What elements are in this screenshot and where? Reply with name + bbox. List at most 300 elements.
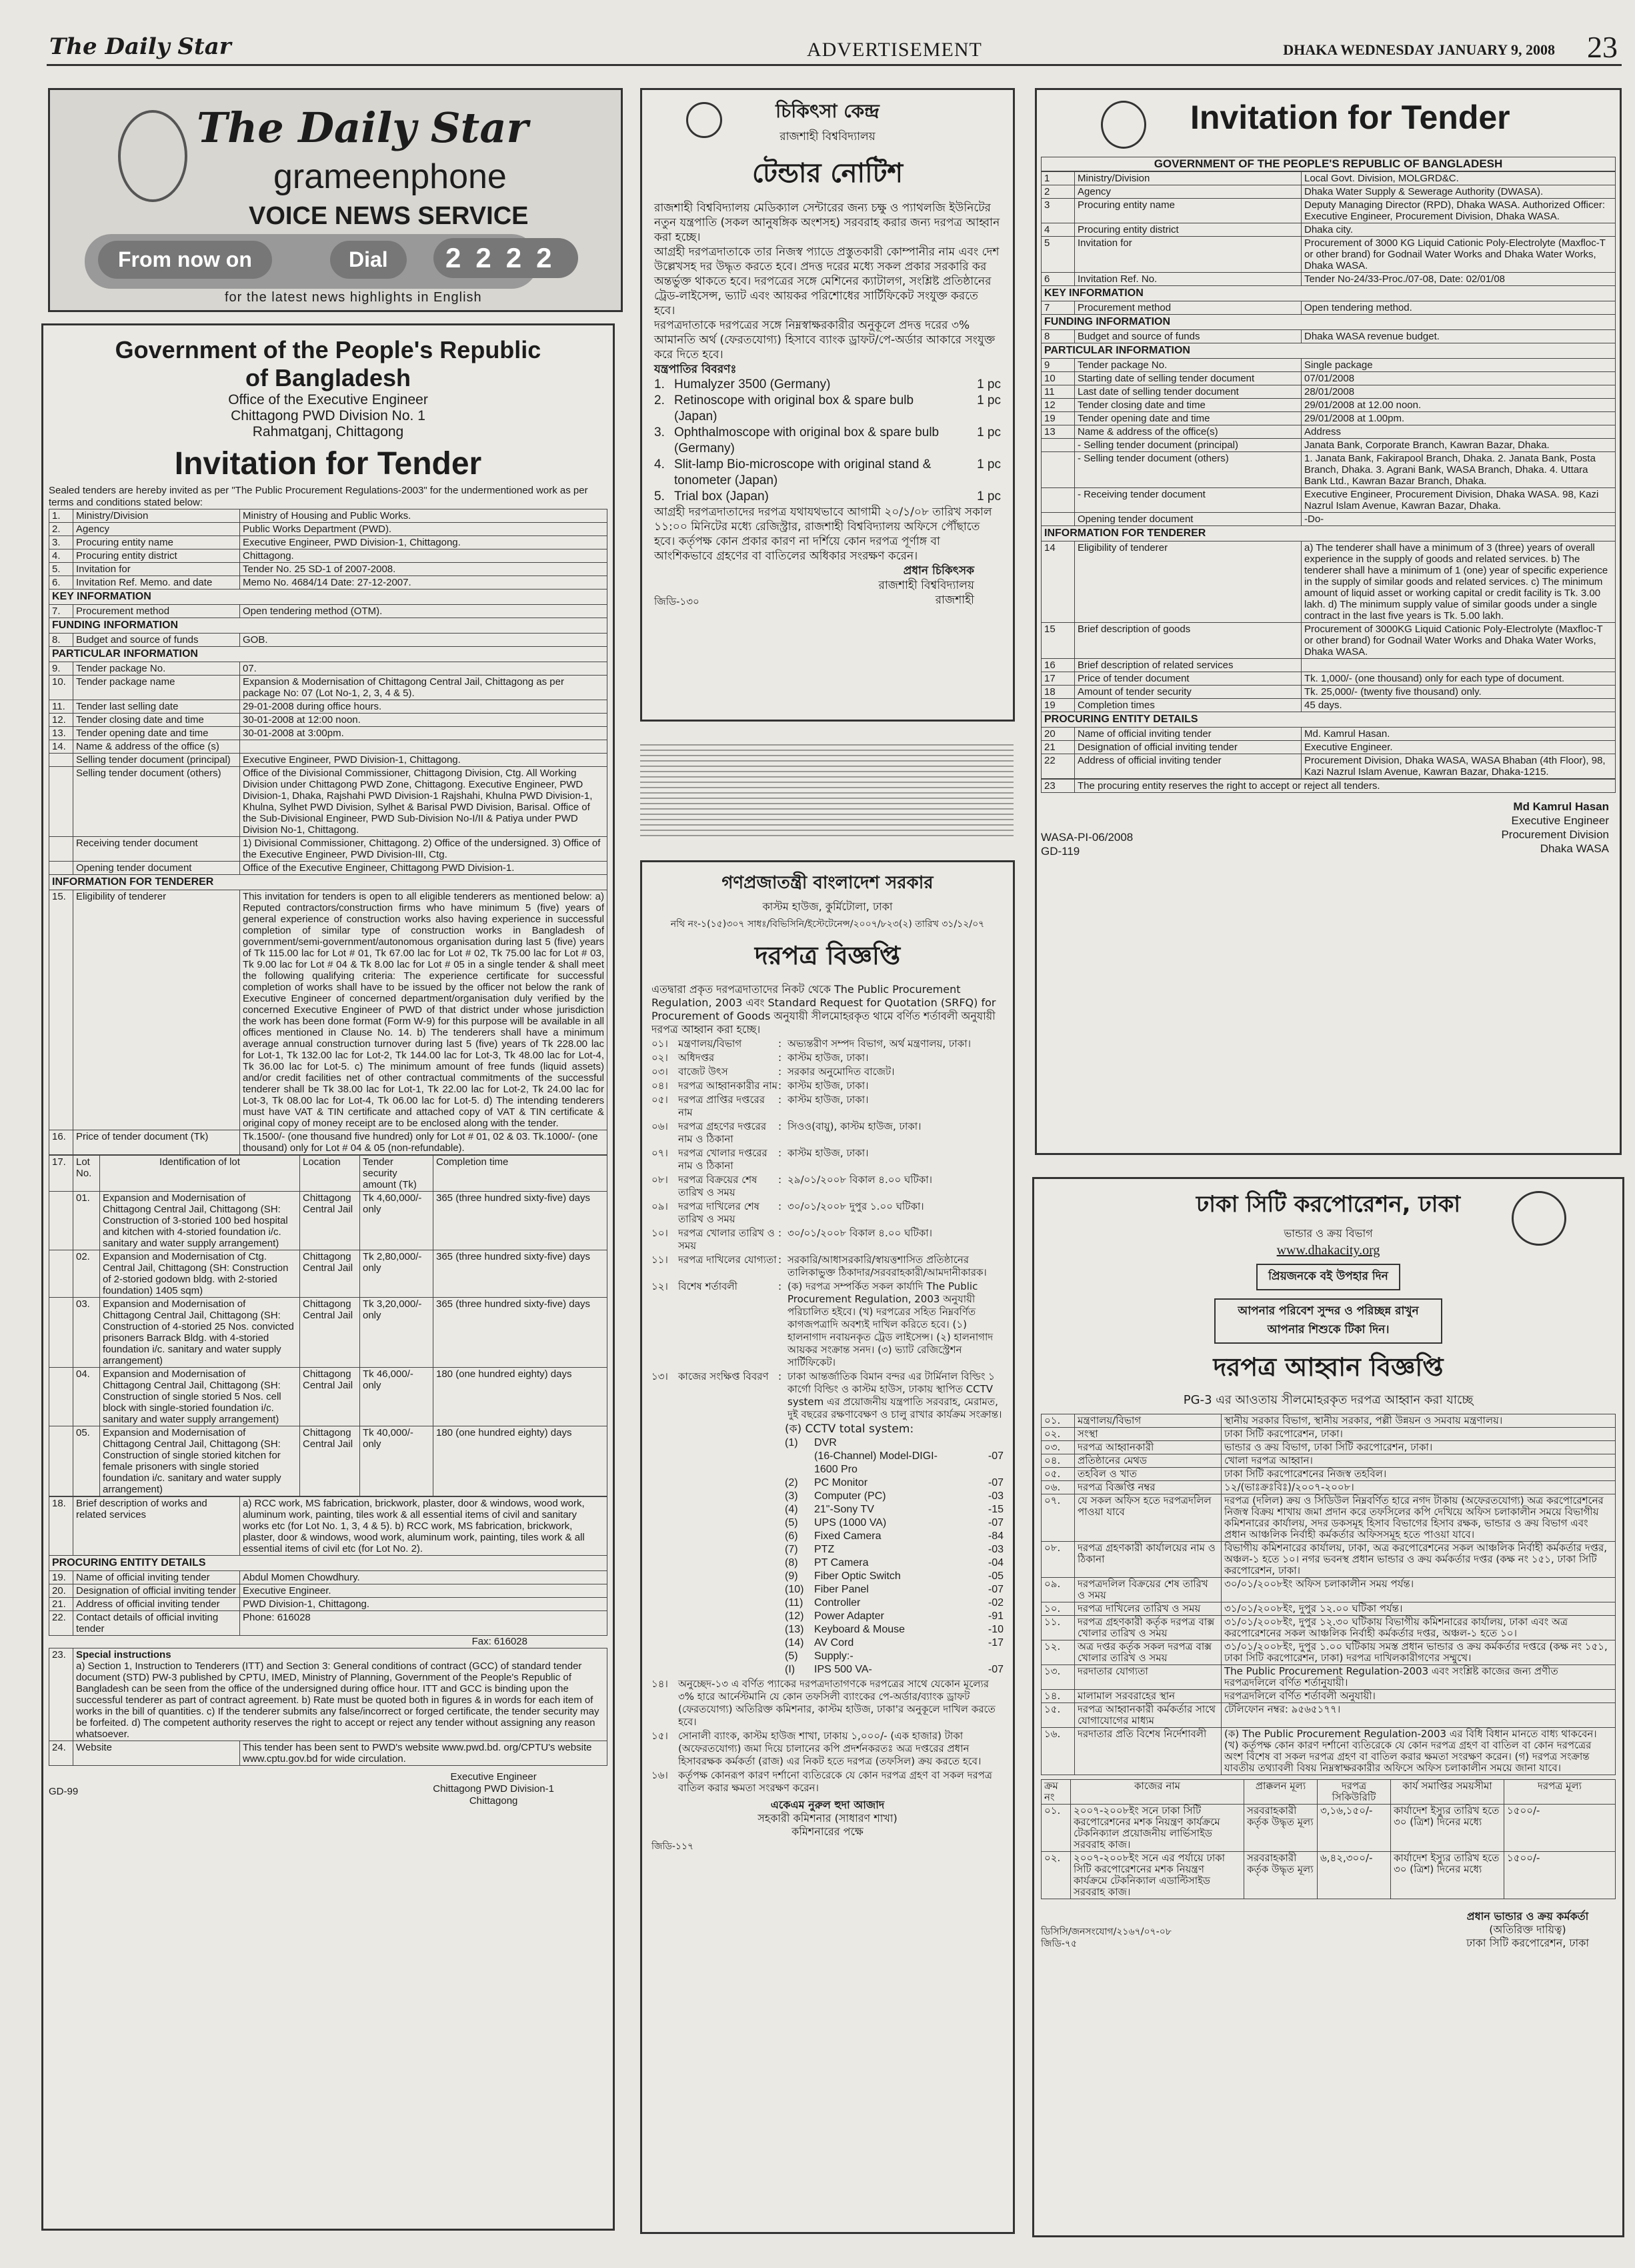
- item-number: ০৪।: [651, 1080, 668, 1092]
- row-number: 2.: [49, 523, 73, 536]
- row-value: 45 days.: [1302, 699, 1616, 712]
- pwd-office: Office of the Executive Engineer: [228, 392, 428, 407]
- row-number: 16: [1042, 659, 1075, 672]
- row-label: দরপত্র গ্রহণকারী কর্তৃক দরপত্র বাক্স খোলার তারিখ ও সময়: [1075, 1616, 1222, 1640]
- item-quantity: -04: [988, 1557, 1004, 1568]
- row-label: Tender package No.: [73, 662, 240, 676]
- pwd-sign-city: Chittagong: [469, 1795, 518, 1807]
- lot-security: Tk 2,80,000/- only: [360, 1250, 433, 1298]
- list-item: [785, 1530, 1004, 1543]
- lot-row: [49, 1250, 607, 1298]
- item-number: 5.: [654, 489, 665, 503]
- row-number: ০৬.: [1042, 1481, 1075, 1494]
- row-label: Tender opening date and time: [73, 727, 240, 740]
- list-item: [785, 1476, 1004, 1490]
- row-number: 10.: [49, 676, 73, 700]
- dcc-slogan1: প্রিয়জনকে বই উপহার দিন: [1256, 1264, 1400, 1290]
- table-row: [49, 536, 607, 549]
- table-row: [1042, 1468, 1616, 1481]
- lot-security: Tk 46,000/- only: [360, 1368, 433, 1426]
- medical-centre-tender: [640, 88, 1015, 722]
- row-number: 12.: [49, 714, 73, 727]
- item-name: Ophthalmoscope with original box & spare bulb (Germany): [674, 425, 940, 455]
- hosp-items-title: যন্ত্রপাতির বিবরণঃ: [654, 363, 737, 376]
- item-number: ১০।: [651, 1227, 668, 1239]
- row-label: দরপত্র আহ্বানকারী কর্মকর্তার সাথে যোগাযোগের মাধ্যম: [1075, 1703, 1222, 1728]
- row-label: Procuring entity district: [73, 549, 240, 563]
- page-header: [47, 32, 1622, 66]
- row-number: 9.: [49, 662, 73, 676]
- row-number: [1042, 513, 1075, 526]
- table-row: [49, 754, 607, 767]
- table-row: [49, 662, 607, 676]
- row-value: Tender No. 25 SD-1 of 2007-2008.: [240, 563, 607, 576]
- row-label: Invitation for: [73, 563, 240, 576]
- table-row: [49, 862, 607, 875]
- row-label: Contact details of official inviting tender: [73, 1611, 240, 1636]
- table-row: [1042, 1414, 1616, 1428]
- table-row: [1042, 1602, 1616, 1616]
- lot-number: 01.: [73, 1192, 100, 1250]
- table-row: [49, 676, 607, 700]
- item-name: Controller: [814, 1597, 861, 1608]
- list-item: [651, 1370, 1004, 1421]
- table-row: [1042, 1441, 1616, 1454]
- cus-office: কাস্টম হাউজ, কুর্মিটোলা, ঢাকা: [762, 900, 893, 913]
- table-row: [1042, 185, 1616, 199]
- item-number: ০৩।: [651, 1066, 668, 1078]
- row-label: দরদাতার প্রতি বিশেষ নির্দেশাবলী: [1075, 1728, 1222, 1775]
- cus-gov: গণপ্রজাতন্ত্রী বাংলাদেশ সরকার: [721, 873, 934, 893]
- row-number: 9: [1042, 359, 1075, 372]
- table-row: [1042, 1428, 1616, 1441]
- hosp-ref: জিডি-১৩০: [654, 596, 699, 608]
- work-price: ১৫০০/-: [1504, 1805, 1616, 1852]
- row-number: [49, 862, 73, 875]
- lot-security: Tk 3,20,000/- only: [360, 1298, 433, 1368]
- university-seal-icon: [686, 102, 722, 138]
- work-no: ০১.: [1042, 1805, 1071, 1852]
- item-name: Trial box (Japan): [674, 489, 769, 503]
- item-number: ০২।: [651, 1052, 668, 1064]
- item-name: PT Camera: [814, 1557, 869, 1568]
- lot-row: [49, 1298, 607, 1368]
- pwd-key-info: KEY INFORMATION: [49, 590, 607, 604]
- dcc-subheading: PG-3 এর আওতায় সীলমোহরকৃত দরপত্র আহ্বান করা যাচ্ছে: [1183, 1393, 1474, 1407]
- list-item: [785, 1516, 1004, 1530]
- row-number: 4.: [49, 549, 73, 563]
- wasa-heading: Invitation for Tender: [1190, 99, 1510, 136]
- wasa-table-5: [1041, 541, 1616, 712]
- row-number: 21.: [49, 1598, 73, 1611]
- item-quantity: -91: [988, 1610, 1004, 1622]
- row-number: 10: [1042, 372, 1075, 385]
- lot-description: Expansion and Modernisation of Chittagong Central Jail, Chittagong (SH: Construction of 4-storied 25 Nos. convicted prisoners Barrack Bldg. with 4-storied foundation i/c. sanitary and water supply arrangement): [100, 1298, 300, 1368]
- table-row: [1042, 385, 1616, 399]
- item-value: অভ্যন্তরীণ সম্পদ বিভাগ, অর্থ মন্ত্রণালয়, ঢাকা।: [787, 1038, 971, 1050]
- hosp-p1: রাজশাহী বিশ্ববিদ্যালয় মেডিক্যাল সেন্টারের জন্য চক্ষু ও প্যাথলজি ইউনিটের নতুন যন্ত্রপাতি (সকল আনুষঙ্গিক অংশসহ) সরবরাহ করার জন্য দরপত্র আহ্বান করা হচ্ছে।: [654, 201, 1000, 244]
- dcc-sub: ভান্ডার ও ক্রয় বিভাগ: [1284, 1227, 1373, 1240]
- lot-number: 04.: [73, 1368, 100, 1426]
- row-value: দরপত্রদলিলে বর্ণিত শর্তাবলী অনুযায়ী।: [1222, 1690, 1616, 1703]
- pwd-price-label: Price of tender document (Tk): [73, 1130, 240, 1155]
- row-label: Invitation Ref. Memo. and date: [73, 576, 240, 590]
- table-row: [1042, 1578, 1616, 1602]
- pwd-intro: Sealed tenders are hereby invited as per "The Public Procurement Regulations-2003" for the undermentioned work as per terms and conditions stated below:: [49, 485, 588, 508]
- item-label: কাজের সংক্ষিপ্ত বিবরণ: [678, 1370, 769, 1382]
- item-number: (13): [785, 1624, 804, 1635]
- wasa-procuring-details: PROCURING ENTITY DETAILS: [1041, 712, 1616, 727]
- list-item: [651, 1254, 1004, 1279]
- lot-location: Chittagong Central Jail: [300, 1368, 360, 1426]
- work-est: সরবরাহকারী কর্তৃক উদ্ধৃত মূল্য: [1244, 1852, 1318, 1899]
- row-label: Agency: [73, 523, 240, 536]
- pwd-title: Government of the People's Republic of Bangladesh: [115, 336, 541, 391]
- row-number: 6.: [49, 576, 73, 590]
- dcc-memo: ডিসিসি/জনসংযোগ/২১৬৭/০৭-০৮: [1041, 1927, 1172, 1937]
- item-number: (8): [785, 1557, 798, 1568]
- wasa-tender-notice: [1035, 88, 1622, 1155]
- row-value: Tk. 1,000/- (one thousand) only for each type of document.: [1302, 672, 1616, 686]
- row-number: ০৪.: [1042, 1454, 1075, 1468]
- table-row: [1042, 488, 1616, 513]
- list-item: [651, 1769, 1004, 1795]
- dcc-title: ঢাকা সিটি করপোরেশন, ঢাকা: [1196, 1191, 1461, 1218]
- dcc-ref: জিডি-৭৫: [1041, 1939, 1078, 1949]
- table-row: [1042, 301, 1616, 315]
- separator: :: [778, 1200, 782, 1212]
- table-row: [1042, 1481, 1616, 1494]
- table-row: [1042, 199, 1616, 223]
- item-number: ০১।: [651, 1038, 668, 1050]
- row-number: [49, 837, 73, 862]
- pwd-lots-no: 17.: [49, 1156, 73, 1192]
- item-number: (11): [785, 1597, 803, 1608]
- row-value: বিভাগীয় কমিশনারের কার্যালয়, ঢাকা, অত্র করপোরেশনের সকল আঞ্চলিক নির্বাহী কর্মকর্তার দপ্তর, অঞ্চল-১ হতে ১০। নগর ভবনস্থ প্রধান ভান্ডার ও ক্রয় কর্মকর্তার দপ্তর (কক্ষ নং ১৫১, ঢাকা সিটি করপোরেশন, ঢাকা।: [1222, 1542, 1616, 1578]
- row-label: Eligibility of tenderer: [1075, 541, 1302, 623]
- work-name: ২০০৭-২০০৮ইং সনে এর পর্যায়ে ঢাকা সিটি করপোরেশনের মশক নিয়ন্ত্রণ কার্যক্রমে টেকনিক্যাল এডাল্টিসাইড সরবরাহ কাজ।: [1071, 1852, 1244, 1899]
- list-item: [651, 1227, 1004, 1252]
- row-number: 3.: [49, 536, 73, 549]
- item-quantity: -17: [988, 1637, 1004, 1648]
- pwd-brief-label: Brief description of works and related services: [73, 1497, 240, 1556]
- lots-header-lot: Lot No.: [73, 1156, 100, 1192]
- item-quantity: -07: [988, 1584, 1004, 1595]
- table-row: [49, 1584, 607, 1598]
- dcc-th-sec: দরপত্র সিকিউরিটি: [1318, 1780, 1391, 1805]
- row-value: (ক) The Public Procurement Regulation-2003 এর বিধি বিধান মানতে বাধ্য থাকবেন। (খ) কর্তৃপক্ষ কোন কারণ দর্শানো ব্যতিরেকে যে কোন দরপত্র গ্রহণ বা বাতিল বা কোন দরপত্রের অংশ বিশেষ বা সকল দরপত্র গ্রহণ বা বাতিল করার ক্ষমতা সংরক্ষণ করেন। (গ) দরপত্র সংক্রান্ত যাবতীয় তথ্যাবলী বিষয় নিম্নস্বাক্ষরকারীর অফিসে অফিস চলাকালীন সময়ে জানা যাবে।: [1222, 1728, 1616, 1775]
- lot-location: Chittagong Central Jail: [300, 1250, 360, 1298]
- row-number: 18: [1042, 686, 1075, 699]
- item-value: সিওও(বায়ু), কাস্টম হাউজ, ঢাকা।: [787, 1120, 922, 1132]
- cus-cctv-title: (ক) CCTV total system:: [785, 1422, 914, 1436]
- row-label: Starting date of selling tender document: [1075, 372, 1302, 385]
- row-number: ০৩.: [1042, 1441, 1075, 1454]
- row-number: 21: [1042, 741, 1075, 754]
- item-value: কর্তৃপক্ষ কোনরূপ কারণ দর্শানো ব্যতিরেকে যে কোন দরপত্র গ্রহণ বা সকল দরপত্র বাতিল করার ক্ষমতা সংরক্ষণ করেন।: [678, 1769, 992, 1794]
- row-value: Procurement of 3000 KG Liquid Cationic Poly-Electrolyte (Maxfloc-T or other brand) for Godnail Water Works and Dhaka Water Works, Dhaka WASA.: [1302, 237, 1616, 273]
- lot-number: 03.: [73, 1298, 100, 1368]
- table-row: [49, 605, 607, 618]
- separator: :: [778, 1370, 782, 1382]
- pwd-eligibility-label: Eligibility of tenderer: [73, 890, 240, 1130]
- item-number: ০৮।: [651, 1174, 668, 1186]
- work-sec: ৬,৪২,৩০০/-: [1318, 1852, 1391, 1899]
- pwd-special-text: a) Section 1, Instruction to Tenderers (ITT) and Section 3: General conditions of contract (GCC) of standard tender document (STD) PW-3 published by CPTU, IMED, Ministry of Planning, Government of the People's Republic of Bangladesh can be seen from the office of the undersigned during office hour. ITT and GCC is binding upon the successful tenderer as part of contract agreement. b) Rate must be quoted both in figures & in words for each item of works in the bill of quantities. c) If the tenderer submits any false/incorrect or forged certificate, the tender security may be forfeited. d) The competent authority reserves the right to accept or reject any tender without assigning any reason whatsoever.: [76, 1660, 599, 1740]
- row-value: [1302, 659, 1616, 672]
- item-name: (16-Channel) Model-DIGI-1600 Pro: [814, 1450, 938, 1475]
- row-value: 29/01/2008 at 12.00 noon.: [1302, 399, 1616, 412]
- pwd-eligibility-text: This invitation for tenders is open to all eligible tenderers as mentioned below: a) Reputed contractors/construction firms who have minimum 5 (five) years of general experience of construction works also having experience in successful completion of similar type of construction works in Bangladesh of government/semi-government/autonomous organisation during last 5 (five) years of Tk 115.00 lac for Lot # 01, Tk 67.00 lac for Lot # 02, Tk 75.00 lac for Lot # 03, Tk 9.00 lac for Lot # 04 & Tk 8.00 lac for Lot # 05 in a single tender & shall meet the following qualifying criteria: The experience certificate for successful completion of works shall have to be issued by the officer not below the rank of Executive Engineer of concerned department/organisation duly verified by the concerned Executive Engineer of PWD of that district under whose jurisdiction the work has been done format (Form W-9) for this purpose will be available in all offices mentioned in Clause No. 14. b) The tenderers shall have a minimum average annual construction turnover during last 5 (five) years of Tk 228.00 lac for Lot-1, Tk 132.00 lac for Lot-2, Tk 144.00 lac for Lot-3, Tk 48.00 lac for Lot-4, Tk 36.00 lac for Lot-5. c) The minimum amount of free funds (liquid assets) and/or credit facilities net of other contractual commitments of the successful tenderer shall be Tk 38.00 lac for Lot-1, Tk 22.00 lac for Lot-2, Tk 24.00 lac for Lot-3, Tk 08.00 lac for Lot-4, Tk 06.00 lac for Lot-5. d) The intending tenderers must have VAT & TIN certificate and attached copy of VAT & TIN certificate & original copy of money receipt are to be enclosed along with the tender.: [240, 890, 607, 1130]
- item-name: 21"-Sony TV: [814, 1504, 874, 1515]
- row-number: 19: [1042, 412, 1075, 425]
- cus-memo: নথি নং-১(১৫)৩০৭ সাধঃ/বিভিসিনি/ইস্টেটেনেন্স/২০০৭/৮২৩(২) তারিখ ৩১/১২/০৭: [670, 919, 985, 930]
- item-value: ৩০/০১/২০০৮ বিকাল ৪.০০ ঘটিকা।: [787, 1227, 933, 1239]
- dcc-web[interactable]: www.dhakacity.org: [1276, 1243, 1380, 1258]
- row-value: ৩১/০১/২০০৮ইং, দুপুর ১২.৩০ ঘটিকায় বিভাগীয় কমিশনারের কার্যালয়, ঢাকা এবং অত্র করপোরেশনের সকল আঞ্চলিক নির্বাহী কর্মকর্তার দপ্তর, অঞ্চল-১ হতে ১০।: [1222, 1616, 1616, 1640]
- list-item: [651, 1094, 1004, 1119]
- table-row: [49, 700, 607, 714]
- row-label: Name & address of the office(s): [1075, 425, 1302, 439]
- row-value: ৩০/০১/২০০৮ইং অফিস চলাকালীন সময় পর্যন্ত।: [1222, 1578, 1616, 1602]
- row-number: ০৭.: [1042, 1494, 1075, 1542]
- pwd-address: Rahmatganj, Chittagong: [252, 424, 404, 439]
- list-item: [785, 1650, 1004, 1663]
- dcc-heading: দরপত্র আহ্বান বিজ্ঞপ্তি: [1213, 1352, 1444, 1382]
- row-number: ১৬.: [1042, 1728, 1075, 1775]
- row-label: Tender last selling date: [73, 700, 240, 714]
- row-value: Procurement Division, Dhaka WASA, WASA Bhaban (4th Floor), 98, Kazi Nazrul Islam Avenue, Kawran Bazar, Dhaka-1215.: [1302, 754, 1616, 779]
- separator: :: [778, 1280, 782, 1292]
- row-number: [1042, 452, 1075, 488]
- wasa-table-3: [1041, 329, 1616, 343]
- row-number: 1: [1042, 172, 1075, 185]
- work-price: ১৫০০/-: [1504, 1852, 1616, 1899]
- cus-ref: জিডি-১১৭: [651, 1841, 694, 1852]
- table-row: [49, 740, 607, 754]
- row-value: Address: [1302, 425, 1616, 439]
- wasa-info-tenderer: INFORMATION FOR TENDERER: [1041, 526, 1616, 541]
- item-quantity: 1 pc: [977, 377, 1001, 391]
- item-label: দরপত্র বিক্রয়ের শেষ তারিখ ও সময়: [678, 1174, 757, 1198]
- pwd-table-2: [49, 604, 607, 618]
- row-label: Procuring entity name: [1075, 199, 1302, 223]
- row-label: Procurement method: [73, 605, 240, 618]
- pwd-website-no: 24.: [49, 1741, 73, 1766]
- row-label: Selling tender document (others): [73, 767, 240, 837]
- row-number: 17: [1042, 672, 1075, 686]
- row-label: Address of official inviting tender: [73, 1598, 240, 1611]
- item-value: ২৯/০১/২০০৮ বিকাল ৪.০০ ঘটিকা।: [787, 1174, 932, 1186]
- hosp-sign2: রাজশাহী বিশ্ববিদ্যালয়: [878, 579, 974, 592]
- list-item: [785, 1636, 1004, 1650]
- item-label: দরপত্র আহ্বানকারীর নাম: [678, 1080, 777, 1092]
- row-value: 1) Divisional Commissioner, Chittagong. 2) Office of the undersigned. 3) Office of the Executive Engineer, PWD Division-III, Ctg.: [240, 837, 607, 862]
- lot-location: Chittagong Central Jail: [300, 1298, 360, 1368]
- row-label: Procuring entity district: [1075, 223, 1302, 237]
- row-label: Brief description of related services: [1075, 659, 1302, 672]
- separator: :: [778, 1066, 782, 1078]
- row-value: [240, 740, 607, 754]
- row-label: Tender package No.: [1075, 359, 1302, 372]
- row-label: Tender opening date and time: [1075, 412, 1302, 425]
- item-number: ০৫।: [651, 1094, 668, 1106]
- row-number: [1042, 439, 1075, 452]
- list-item: [785, 1583, 1004, 1596]
- pwd-eligibility-no: 15.: [49, 890, 73, 1130]
- row-value: Memo No. 4684/14 Date: 27-12-2007.: [240, 576, 607, 590]
- voice-news-ad: [48, 88, 623, 312]
- issue-date: DHAKA WEDNESDAY JANUARY 9, 2008: [1283, 41, 1555, 58]
- row-label: Selling tender document (principal): [73, 754, 240, 767]
- row-number: 4: [1042, 223, 1075, 237]
- row-value: The Public Procurement Regulation-2003 এবং সংশ্লিষ্ট কাজের জন্য প্রণীত দরপত্রদলিলে বর্ণিত শর্তানুযায়ী।: [1222, 1665, 1616, 1690]
- wasa-sign4: Dhaka WASA: [1540, 842, 1609, 855]
- item-value: ঢাকা আন্তর্জাতিক বিমান বন্দর এর টার্মিনাল বিল্ডিং ১ কার্গো বিল্ডিং ও কাস্টম হাউস, ঢাকায় স্থাপিত CCTV system এর প্রয়োজনীয় যন্ত্রপাতি সরবরাহ, মেরামত, দুই বছরের রক্ষণাবেক্ষণ ও চালু রাখার কার্যক্রম সংক্রান্ত।: [787, 1370, 1002, 1420]
- item-quantity: -07: [988, 1664, 1004, 1675]
- item-number: ০৬।: [651, 1120, 668, 1132]
- item-name: IPS 500 VA-: [814, 1664, 872, 1675]
- row-number: 2: [1042, 185, 1075, 199]
- item-label: মন্ত্রণালয়/বিভাগ: [678, 1038, 742, 1050]
- separator: :: [778, 1254, 782, 1266]
- row-number: 7: [1042, 301, 1075, 315]
- item-quantity: -03: [988, 1544, 1004, 1555]
- lot-security: Tk 4,60,000/- only: [360, 1192, 433, 1250]
- pwd-table-5: [49, 1570, 607, 1636]
- item-quantity: 1 pc: [977, 457, 1001, 471]
- item-number: ১৩।: [651, 1370, 668, 1382]
- table-row: [1042, 273, 1616, 286]
- item-quantity: -07: [988, 1477, 1004, 1488]
- row-label: Brief description of goods: [1075, 623, 1302, 659]
- item-value: কাস্টম হাউজ, ঢাকা।: [787, 1080, 869, 1092]
- lots-header-identification: Identification of lot: [100, 1156, 300, 1192]
- row-value: টেলিফোন নম্বর: ৯৫৬৫১৭৭।: [1222, 1703, 1616, 1728]
- row-label: প্রতিষ্ঠানের মেথড: [1075, 1454, 1222, 1468]
- item-label: দরপত্র দাখিলের শেষ তারিখ ও সময়: [678, 1200, 759, 1225]
- table-row: [49, 523, 607, 536]
- row-number: 19.: [49, 1571, 73, 1584]
- list-item: [785, 1543, 1004, 1556]
- row-label: Designation of official inviting tender: [73, 1584, 240, 1598]
- lot-row: [49, 1192, 607, 1250]
- list-item: [785, 1570, 1004, 1583]
- row-number: ১৫.: [1042, 1703, 1075, 1728]
- list-item: [785, 1623, 1004, 1636]
- row-value: Office of the Divisional Commissioner, Chittagong Division, Ctg. All Working Division under Chittagong PWD Zone, Chittagong. Executive Engineer, PWD Division-1, Dhaka, Rajshahi PWD Division-1 Rajshahi, Khulna PWD Division-1, Khulna, Sylhet PWD Division, Sylhet & Barisal PWD Division, Barisal. Office of the Sub-Divisional Engineer, PWD Sub-Division No-I/II & Patiya under PWD Division No-1, Chittagong.: [240, 767, 607, 837]
- wasa-ref1: WASA-PI-06/2008: [1041, 831, 1134, 844]
- table-row: [1042, 513, 1616, 526]
- item-number: (7): [785, 1544, 798, 1555]
- list-item: [651, 1174, 1004, 1199]
- dcc-sign1: প্রধান ভান্ডার ও ক্রয় কর্মকর্তা: [1466, 1910, 1589, 1923]
- separator: :: [778, 1120, 782, 1132]
- table-row: [1042, 1542, 1616, 1578]
- item-quantity: -02: [988, 1597, 1004, 1608]
- table-row: [1042, 452, 1616, 488]
- dcc-seal-icon: [1512, 1191, 1566, 1246]
- lots-header-security: Tender security amount (Tk): [360, 1156, 433, 1192]
- lot-number: 05.: [73, 1426, 100, 1496]
- row-number: ১০.: [1042, 1602, 1075, 1616]
- table-row: [1042, 330, 1616, 343]
- dcc-sign2: (অতিরিক্ত দায়িত্ব): [1489, 1923, 1566, 1936]
- lot-completion-time: 180 (one hundred eighty) days: [433, 1368, 607, 1426]
- row-number: 5.: [49, 563, 73, 576]
- item-quantity: -84: [988, 1530, 1004, 1542]
- pwd-procuring-details: PROCURING ENTITY DETAILS: [49, 1556, 607, 1570]
- row-number: 13.: [49, 727, 73, 740]
- row-value: Open tendering method.: [1302, 301, 1616, 315]
- item-number: 4.: [654, 457, 665, 471]
- list-item: [785, 1450, 1004, 1476]
- item-value: কাস্টম হাউজ, ঢাকা।: [787, 1147, 869, 1159]
- pwd-fax: Fax: 616028: [471, 1636, 527, 1647]
- pwd-price-value: Tk.1500/- (one thousand five hundred) only for Lot # 01, 02 & 03. Tk.1000/- (one thousand) only for Lot # 04 & 05 (non-refundable).: [240, 1130, 607, 1155]
- table-row: [1042, 1454, 1616, 1468]
- item-quantity: 1 pc: [977, 393, 1001, 407]
- table-row: [1042, 699, 1616, 712]
- row-number: 6: [1042, 273, 1075, 286]
- item-value: সোনালী ব্যাংক, কাস্টম হাউজ শাখা, ঢাকায় ১,০০০/- (এক হাজার) টাকা (অফেরতযোগ্য) জমা দিয়ে চালানের কপি প্রদর্শনকরতঃ অত্র দপ্তরের প্রধান হিসাবরক্ষক কর্মকর্তা (রাজ) এর নিকট হতে দরপত্র (তফসিল) ক্রয় করতে হবে।: [678, 1730, 982, 1767]
- lot-row: [49, 1426, 607, 1496]
- list-item: [785, 1490, 1004, 1503]
- row-label: Amount of tender security: [1075, 686, 1302, 699]
- list-item: [654, 457, 1001, 489]
- row-label: Budget and source of funds: [1075, 330, 1302, 343]
- row-label: দরপত্রদলিল বিক্রয়ের শেষ তারিখ ও সময়: [1075, 1578, 1222, 1602]
- work-est: সরবরাহকারী কর্তৃক উদ্ধৃত মূল্য: [1244, 1805, 1318, 1852]
- row-value: ভান্ডার ও ক্রয় বিভাগ, ঢাকা সিটি করপোরেশন, ঢাকা।: [1222, 1441, 1616, 1454]
- item-number: ১২।: [651, 1280, 668, 1292]
- separator: :: [778, 1147, 782, 1159]
- table-row: [1042, 754, 1616, 779]
- row-value: Ministry of Housing and Public Works.: [240, 509, 607, 523]
- item-number: (6): [785, 1530, 798, 1542]
- hosp-title: চিকিৎসা কেন্দ্র: [775, 100, 880, 122]
- row-label: Name of official inviting tender: [73, 1571, 240, 1584]
- row-value: a) The tenderer shall have a minimum of 3 (three) years of overall experience in the supply of goods and related services. b) The tenderer shall have a minimum of 1 (one) year of specific experience in the supply of similar goods and related services. c) The minimum amount of liquid asset or working capital or credit facility is Tk. 3.00 lakh. d) The minimum supply value of similar goods under a single contract in the last five years is Tk. 5.00 lakh.: [1302, 541, 1616, 623]
- row-value: 30-01-2008 at 12:00 noon.: [240, 714, 607, 727]
- item-number: (1): [785, 1437, 798, 1448]
- item-number: ০৯।: [651, 1200, 668, 1212]
- item-number: [785, 1450, 814, 1476]
- wasa-row23: The procuring entity reserves the right to accept or reject all tenders.: [1075, 780, 1616, 793]
- hosp-sign3: রাজশাহী: [935, 594, 974, 607]
- list-item: [651, 1052, 1004, 1064]
- row-value: ১২/(ভাঃক্রঃবিঃ)/২০০৭-২০০৮।: [1222, 1481, 1616, 1494]
- row-label: Tender closing date and time: [73, 714, 240, 727]
- hosp-p3: দরপত্রদাতাকে দরপত্রের সঙ্গে নিম্নস্বাক্ষরকারীর অনুকূলে প্রদত্ত দরের ৩% আমানতি অর্থ (ফেরতযোগ্য) হিসাবে ব্যাংক ড্রাফট/পে-অর্ডার আকারে সংযুক্ত করে দিতে হবে।: [654, 319, 996, 361]
- lot-row: [49, 1368, 607, 1426]
- table-row: [1042, 623, 1616, 659]
- row-value: 28/01/2008: [1302, 385, 1616, 399]
- row-number: 14: [1042, 541, 1075, 623]
- row-number: 11.: [49, 700, 73, 714]
- table-row: [1042, 659, 1616, 672]
- pwd-website-value[interactable]: This tender has been sent to PWD's website www.pwd.bd. org/CPTU's website www.cptu.gov.bd for wide circulation.: [240, 1741, 607, 1766]
- row-label: দরপত্র দাখিলের তারিখ ও সময়: [1075, 1602, 1222, 1616]
- row-value: Local Govt. Division, MOLGRD&C.: [1302, 172, 1616, 185]
- item-name: UPS (1000 VA): [814, 1517, 887, 1528]
- item-name: PTZ: [814, 1544, 835, 1555]
- ad-brand: The Daily Star: [197, 103, 529, 152]
- row-value: Public Works Department (PWD).: [240, 523, 607, 536]
- row-number: ০২.: [1042, 1428, 1075, 1441]
- item-number: ১৬।: [651, 1769, 668, 1781]
- list-item: [651, 1280, 1004, 1369]
